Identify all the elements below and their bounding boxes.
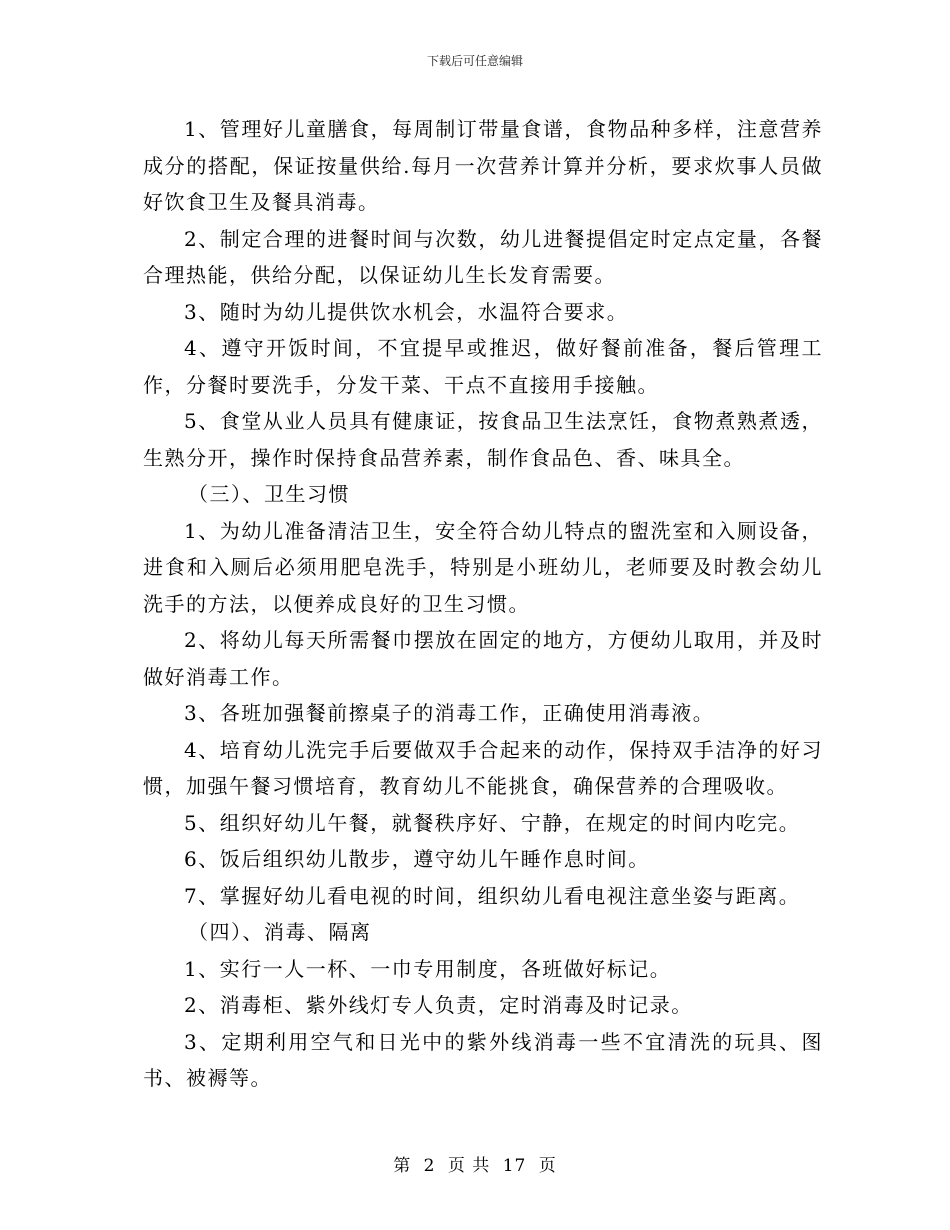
paragraph: 1、为幼儿准备清洁卫生，安全符合幼儿特点的盥洗室和入厕设备，进食和入厕后必须用肥皂洗手，特别是小班幼儿，老师要及时教会幼儿洗手的方法，以便养成良好的卫生习惯。 (143, 518, 823, 616)
footer-prefix: 第 (393, 1156, 412, 1176)
footer-suffix: 页 (538, 1156, 557, 1176)
paragraph: 2、消毒柜、紫外线灯专人负责，定时消毒及时记录。 (184, 993, 693, 1017)
page-footer (0, 1155, 950, 1177)
paragraph: 4、遵守开饭时间，不宜提早或推迟，做好餐前准备，餐后管理工作，分餐时要洗手，分发干菜、干点不直接用手接触。 (143, 336, 823, 397)
paragraph: 1、管理好儿童膳食，每周制订带量食谱，食物品种多样，注意营养成分的搭配，保证按量供给.每月一次营养计算并分析，要求炊事人员做好饮食卫生及餐具消毒。 (143, 117, 823, 214)
paragraph: 3、各班加强餐前擦桌子的消毒工作，正确使用消毒液。 (184, 701, 715, 725)
footer-middle: 页 共 (447, 1156, 491, 1176)
paragraph: 3、随时为幼儿提供饮水机会，水温符合要求。 (184, 299, 629, 324)
section-heading: （三）、卫生习惯 (188, 482, 350, 506)
footer-total-pages: 17 (502, 1156, 527, 1176)
page-header: 下载后可任意编辑 (426, 54, 523, 68)
document-body (143, 111, 823, 1097)
paragraph: 5、组织好幼儿午餐，就餐秩序好、宁静，在规定的时间内吃完。 (184, 810, 801, 835)
paragraph: 5、食堂从业人员具有健康证，按食品卫生法烹饪，食物煮熟煮透，生熟分开，操作时保持食品营养素，制作食品色、香、味具全。 (143, 409, 823, 470)
section-heading: （四）、消毒、隔离 (188, 920, 372, 944)
paragraph: 1、实行一人一杯、一巾专用制度，各班做好标记。 (184, 956, 672, 981)
footer-page-number: 2 (423, 1156, 436, 1176)
paragraph: 6、饭后组织幼儿散步，遵守幼儿午睡作息时间。 (184, 847, 650, 871)
paragraph: 4、培育幼儿洗完手后要做双手合起来的动作，保持双手洁净的好习惯，加强午餐习惯培育，教育幼儿不能挑食，确保营养的合理吸收。 (143, 737, 823, 798)
paragraph: 2、将幼儿每天所需餐巾摆放在固定的地方，方便幼儿取用，并及时做好消毒工作。 (143, 628, 823, 689)
paragraph: 3、定期利用空气和日光中的紫外线消毒一些不宜清洗的玩具、图书、被褥等。 (143, 1029, 823, 1090)
paragraph: 7、掌握好幼儿看电视的时间，组织幼儿看电视注意坐姿与距离。 (184, 883, 801, 908)
paragraph: 2、制定合理的进餐时间与次数，幼儿进餐提倡定时定点定量，各餐合理热能，供给分配，以保证幼儿生长发育需要。 (143, 226, 823, 287)
